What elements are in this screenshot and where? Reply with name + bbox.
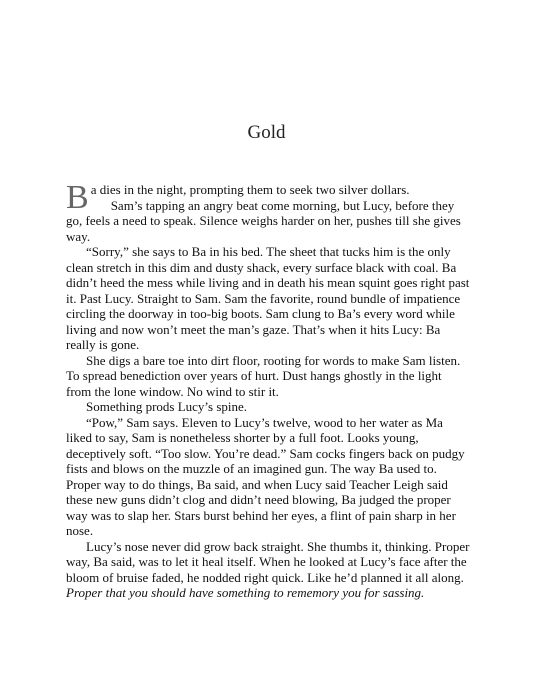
story-paragraph: She digs a bare toe into dirt floor, rooting for words to make Sam listen. To spread benediction over years of hurt. Dust hangs ghostly in the light from the lone window. No wind to stir it. xyxy=(66,352,461,399)
story-text xyxy=(66,179,470,601)
story-paragraph: “Sorry,” she says to Ba in his bed. The sheet that tucks him is the only clean stretch in this dim and dusty shack, every surface black with coal. Ba didn’t heed the mess while living and in death his mean squint goes right past it. Past Lucy. Straight to Sam. Sam the favorite, round bundle of impatience circling the doorway in too-big boots. Sam clung to Ba’s every word while living and now won’t meet the man’s gaze. That’s when it hits Lucy: Ba really is gone. xyxy=(66,244,470,352)
story-paragraph: Something prods Lucy’s spine. xyxy=(86,399,248,414)
opening-line: a dies in the night, prompting them to seek two silver dollars. xyxy=(90,182,410,197)
story-paragraph: “Pow,” Sam says. Eleven to Lucy’s twelve, wood to her water as Ma liked to say, Sam is nonetheless shorter by a full foot. Looks young, deceptively soft. “Too slow. You’re dead.” Sam cocks fingers back on pudgy fists and blows on the muzzle of an imagined gun. The way Ba used to. Proper way to do things, Ba said, and when Lucy said Teacher Leigh said these new guns didn’t clog and didn’t need blowing, Ba judged the proper way was to slap her. Stars burst behind her eyes, a flint of pain sharp in her nose. xyxy=(66,414,465,538)
drop-cap: B xyxy=(66,179,89,216)
opening-paragraph xyxy=(66,179,470,216)
chapter-title: Gold xyxy=(247,122,286,143)
last-paragraph xyxy=(66,539,470,601)
story-paragraph: Sam’s tapping an angry beat come morning, but Lucy, before they go, feels a need to speak. Silence weighs harder on her, pushes till she gives way. xyxy=(66,197,461,244)
italic-quote: Proper that you should have something to rememory you for sassing. xyxy=(66,585,425,600)
last-paragraph-text: Lucy’s nose never did grow back straight. She thumbs it, thinking. Proper way, Ba said, was to let it heal itself. When he looked at Lucy’s face after the bloom of bruise faded, he nodded right quick. Like he’d planned it all along. xyxy=(66,538,470,585)
